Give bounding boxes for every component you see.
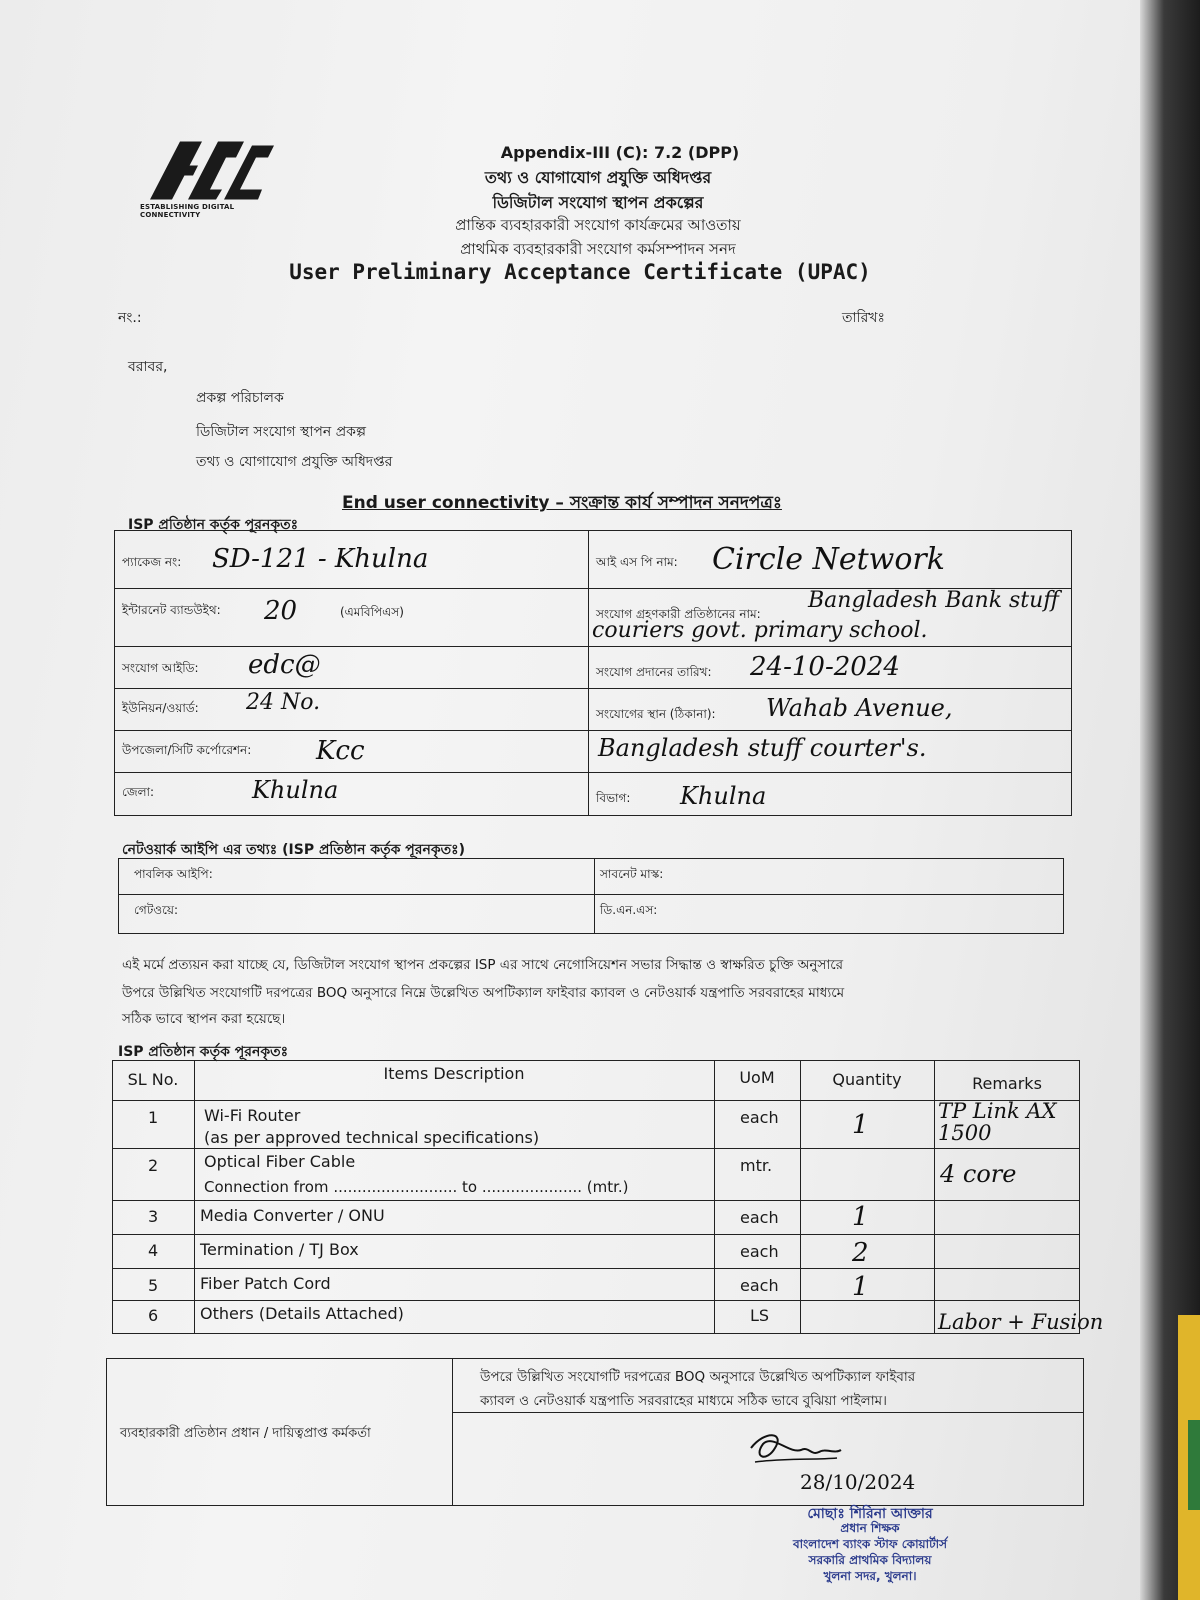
stamp-school-2: সরকারি প্রাথমিক বিদ্যালয় — [808, 1553, 932, 1567]
acceptance-text-1: উপরে উল্লিখিত সংযোগটি দরপত্রের BOQ অনুসারে উল্লেখিত অপটিক্যাল ফাইবার — [480, 1369, 916, 1385]
public-ip-label: পাবলিক আইপি: — [134, 867, 213, 881]
division-label: বিভাগ: — [596, 791, 631, 805]
upazila-label: উপজেলা/সিটি কর্পোরেশন: — [122, 743, 252, 757]
connection-date-label: সংযোগ প্রদানের তারিখ: — [596, 665, 712, 679]
union-value: 24 No. — [246, 690, 321, 715]
table-row-qty: 1 — [852, 1272, 869, 1302]
table-row-desc-sub: (as per approved technical specifications) — [204, 1128, 540, 1147]
table-row-uom: each — [740, 1276, 779, 1295]
network-table — [118, 858, 1064, 934]
ref-no-label: নং.: — [118, 310, 142, 326]
address-line-1: প্রকল্প পরিচালক — [196, 390, 284, 406]
stamp-address: খুলনা সদর, খুলনা। — [823, 1569, 917, 1583]
bandwidth-value: 20 — [264, 596, 298, 626]
division-value: Khulna — [680, 782, 767, 810]
table-row-uom: each — [740, 1208, 779, 1227]
union-label: ইউনিয়ন/ওয়ার্ড: — [122, 701, 199, 715]
connection-date-value: 24-10-2024 — [750, 652, 900, 682]
table-row-desc: Fiber Patch Cord — [200, 1274, 331, 1293]
bandwidth-unit: (এমবিপিএস) — [340, 605, 404, 619]
table-row-sl: 5 — [148, 1276, 159, 1295]
col-qty-header: Quantity — [832, 1070, 902, 1089]
package-value: SD-121 - Khulna — [212, 544, 429, 574]
table-row-sl: 2 — [148, 1156, 159, 1175]
signature-date: 28/10/2024 — [800, 1470, 916, 1494]
connection-id-label: সংযোগ আইডি: — [122, 661, 199, 675]
project-name: ডিজিটাল সংযোগ স্থাপন প্রকল্পের — [492, 193, 704, 212]
col-remarks-header: Remarks — [972, 1074, 1042, 1093]
stamp-school-1: বাংলাদেশ ব্যাংক স্টাফ কোয়ার্টার্স — [792, 1537, 948, 1551]
acceptance-left-label: ব্যবহারকারী প্রতিষ্ঠান প্রধান / দায়িত্বপ্রাপ্ত কর্মকর্তা — [120, 1426, 371, 1441]
district-value: Khulna — [252, 776, 339, 804]
signature — [745, 1428, 845, 1472]
isp-name-label: আই এস পি নাম: — [596, 555, 678, 569]
isp-filled-label-1: ISP প্রতিষ্ঠান কর্তৃক পূরনকৃতঃ — [128, 517, 299, 533]
program-line: প্রান্তিক ব্যবহারকারী সংযোগ কার্যক্রমের আওতায় — [455, 216, 741, 234]
network-heading: নেটওয়ার্ক আইপি এর তথ্যঃ (ISP প্রতিষ্ঠান কর্তৃক পূরনকৃতঃ) — [122, 842, 466, 858]
stamp-name: মোছাঃ শিরিনা আক্তার — [807, 1506, 933, 1522]
col-uom-header: UoM — [739, 1068, 775, 1087]
statement-line-3: সঠিক ভাবে স্থাপন করা হয়েছে। — [122, 1011, 286, 1027]
folder-label — [1188, 1420, 1200, 1510]
receiver-value-1: Bangladesh Bank stuff — [808, 588, 1059, 613]
appendix-label: Appendix-III (C): 7.2 (DPP) — [500, 143, 740, 162]
stamp-designation: প্রধান শিক্ষক — [840, 1521, 900, 1535]
subject-line: End user connectivity – সংক্রান্ত কার্য সম্পাদন সনদপত্রঃ — [342, 493, 782, 513]
col-desc-header: Items Description — [383, 1064, 525, 1083]
receiver-value-2: couriers govt. primary school. — [592, 618, 928, 643]
date-label: তারিখঃ — [842, 310, 885, 326]
col-sl-header: SL No. — [127, 1070, 179, 1089]
table-row-uom: LS — [750, 1306, 770, 1325]
statement-line-2: উপরে উল্লিখিত সংযোগটি দরপত্রের BOQ অনুসারে নিম্নে উল্লেখিত অপটিক্যাল ফাইবার ক্যাবল ও নেটওয়ার্ক যন্ত্রপাতি সরবরাহের মাধ্যমে — [122, 985, 845, 1001]
table-row-uom: each — [740, 1108, 779, 1127]
address-line-3: তথ্য ও যোগাযোগ প্রযুক্তি অধিদপ্তর — [196, 454, 393, 470]
table-row-qty: 1 — [852, 1202, 869, 1232]
table-row-remarks: 4 core — [940, 1160, 1017, 1188]
table-row-uom: mtr. — [740, 1156, 773, 1175]
location-value-1: Wahab Avenue, — [766, 694, 953, 722]
table-row-desc: Termination / TJ Box — [200, 1240, 359, 1259]
table-row-sl: 1 — [148, 1108, 159, 1127]
document-title: User Preliminary Acceptance Certificate (UPAC) — [289, 260, 871, 284]
district-label: জেলা: — [122, 785, 155, 799]
package-label: প্যাকেজ নং: — [122, 555, 182, 569]
location-label: সংযোগের স্থান (ঠিকানা): — [596, 707, 716, 721]
table-row-sl: 6 — [148, 1306, 159, 1325]
acceptance-text-2: ক্যাবল ও নেটওয়ার্ক যন্ত্রপাতি সরবরাহের মাধ্যমে সঠিক ভাবে বুঝিয়া পাইলাম। — [480, 1393, 887, 1409]
location-value-2: Bangladesh stuff courter's. — [598, 734, 927, 762]
table-row-qty: 2 — [852, 1238, 869, 1268]
gateway-label: গেটওয়ে: — [134, 903, 179, 917]
table-row-sl: 3 — [148, 1207, 159, 1226]
dns-label: ডি.এন.এস: — [600, 903, 658, 917]
table-row-remarks: TP Link AX 1500 — [938, 1099, 1057, 1145]
table-row-desc: Others (Details Attached) — [200, 1304, 404, 1323]
table-row-desc: Media Converter / ONU — [200, 1206, 385, 1225]
table-row-qty: 1 — [852, 1110, 869, 1140]
table-row-desc: Wi-Fi Router — [204, 1106, 301, 1125]
certificate-bn-title: প্রাথমিক ব্যবহারকারী সংযোগ কর্মসম্পাদন সনদ — [460, 240, 736, 258]
upazila-value: Kcc — [316, 736, 365, 766]
address-line-2: ডিজিটাল সংযোগ স্থাপন প্রকল্প — [196, 424, 366, 440]
bandwidth-label: ইন্টারনেট ব্যান্ডউইথ: — [122, 603, 221, 617]
table-row-desc: Optical Fiber Cable — [204, 1152, 356, 1171]
department-name: তথ্য ও যোগাযোগ প্রযুক্তি অধিদপ্তর — [484, 168, 712, 187]
isp-name-value: Circle Network — [712, 542, 945, 577]
table-row-sl: 4 — [148, 1241, 159, 1260]
table-row-remarks: Labor + Fusion — [938, 1310, 1104, 1334]
connection-id-value: edc@ — [248, 650, 321, 680]
subnet-mask-label: সাবনেট মাস্ক: — [600, 867, 664, 881]
table-row-uom: each — [740, 1242, 779, 1261]
logo-caption: ESTABLISHING DIGITAL CONNECTIVITY — [140, 203, 235, 219]
address-to: বরাবর, — [128, 359, 168, 375]
table-row-desc-sub: Connection from .......................... to ..................... (mtr.) — [204, 1178, 629, 1196]
receiver-label: সংযোগ গ্রহণকারী প্রতিষ্ঠানের নাম: — [596, 607, 761, 621]
isp-filled-label-2: ISP প্রতিষ্ঠান কর্তৃক পূরনকৃতঃ — [118, 1044, 289, 1060]
statement-line-1: এই মর্মে প্রত্যয়ন করা যাচ্ছে যে, ডিজিটাল সংযোগ স্থাপন প্রকল্পের ISP এর সাথে নেগোসিয়েশন সভার সিদ্ধান্ত ও স্বাক্ষরিত চুক্তি অনুসারে — [122, 957, 844, 973]
